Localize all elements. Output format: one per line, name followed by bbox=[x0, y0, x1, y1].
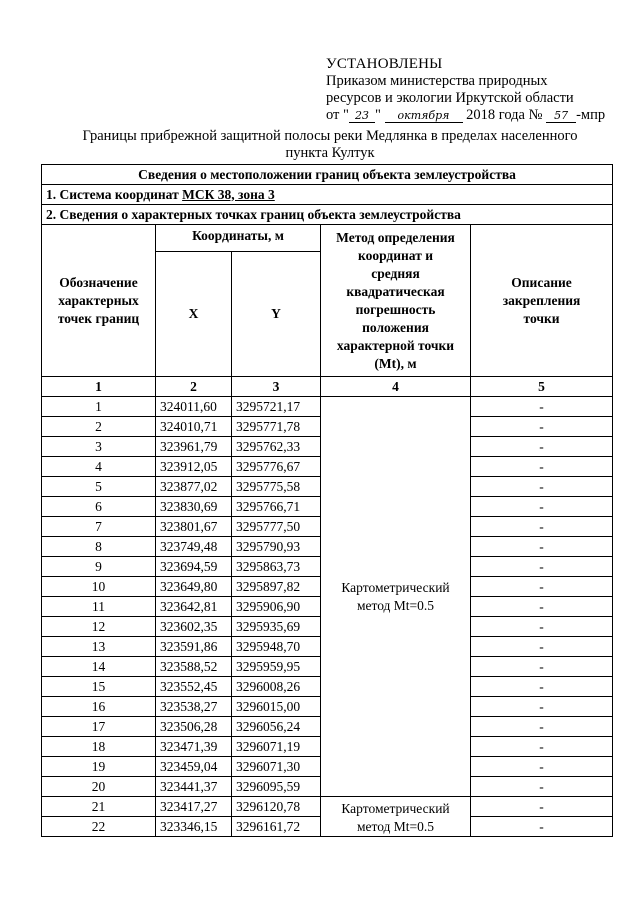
header-x: X bbox=[156, 252, 232, 377]
date-day: 23 bbox=[354, 109, 369, 122]
point-number: 18 bbox=[42, 737, 156, 757]
fixing-description: - bbox=[471, 797, 613, 817]
header-description-l3: точки bbox=[523, 310, 560, 326]
fixing-description: - bbox=[471, 537, 613, 557]
coord-y: 3296161,72 bbox=[232, 817, 321, 837]
coord-x: 324010,71 bbox=[156, 417, 232, 437]
header-description-l2: закрепления bbox=[502, 292, 581, 308]
coord-y: 3295721,17 bbox=[232, 397, 321, 417]
fixing-description: - bbox=[471, 397, 613, 417]
document-title bbox=[40, 128, 620, 162]
header-method-l8: (Mt), м bbox=[374, 356, 417, 371]
header-point-designation-l1: Обозначение bbox=[59, 274, 138, 290]
date-year: 2018 года № bbox=[466, 107, 543, 123]
fixing-description: - bbox=[471, 697, 613, 717]
fixing-description: - bbox=[471, 557, 613, 577]
header-method-l4: квадратическая bbox=[346, 284, 445, 299]
point-number: 4 bbox=[42, 457, 156, 477]
header-description-l1: Описание bbox=[511, 274, 572, 290]
coord-y: 3296071,30 bbox=[232, 757, 321, 777]
point-number: 13 bbox=[42, 637, 156, 657]
boundary-points-table bbox=[41, 164, 613, 837]
fixing-description: - bbox=[471, 657, 613, 677]
coord-x: 323877,02 bbox=[156, 477, 232, 497]
fixing-description: - bbox=[471, 477, 613, 497]
method-text-l2: метод Mt=0.5 bbox=[356, 597, 435, 613]
coord-x: 323417,27 bbox=[156, 797, 232, 817]
coord-y: 3295959,95 bbox=[232, 657, 321, 677]
point-number: 1 bbox=[42, 397, 156, 417]
coord-y: 3295863,73 bbox=[232, 557, 321, 577]
point-number: 12 bbox=[42, 617, 156, 637]
point-number: 3 bbox=[42, 437, 156, 457]
fixing-description: - bbox=[471, 437, 613, 457]
point-number: 16 bbox=[42, 697, 156, 717]
approval-line-1: Приказом министерства природных bbox=[326, 73, 548, 89]
approval-block bbox=[326, 56, 626, 124]
coord-y: 3295897,82 bbox=[232, 577, 321, 597]
coord-y: 3295771,78 bbox=[232, 417, 321, 437]
points-section-title: 2. Сведения о характерных точках границ объекта землеустройства bbox=[42, 205, 613, 225]
coord-y: 3295775,58 bbox=[232, 477, 321, 497]
coord-x: 323694,59 bbox=[156, 557, 232, 577]
header-method-l6: положения bbox=[362, 320, 429, 335]
col-number-5: 5 bbox=[471, 377, 613, 397]
order-number-blank bbox=[546, 107, 576, 123]
col-number-2: 2 bbox=[156, 377, 232, 397]
coord-x: 323801,67 bbox=[156, 517, 232, 537]
fixing-description: - bbox=[471, 577, 613, 597]
date-mid: " bbox=[374, 107, 381, 123]
header-method bbox=[321, 225, 471, 377]
coord-y: 3295906,90 bbox=[232, 597, 321, 617]
coord-x: 323471,39 bbox=[156, 737, 232, 757]
coord-x: 324011,60 bbox=[156, 397, 232, 417]
coord-x: 323588,52 bbox=[156, 657, 232, 677]
method-cell-1 bbox=[321, 397, 471, 797]
col-number-3: 3 bbox=[232, 377, 321, 397]
approval-line-2: ресурсов и экологии Иркутской области bbox=[326, 90, 574, 106]
point-number: 15 bbox=[42, 677, 156, 697]
header-point-designation bbox=[42, 225, 156, 377]
coord-y: 3295762,33 bbox=[232, 437, 321, 457]
coord-y: 3295766,71 bbox=[232, 497, 321, 517]
col-number-4: 4 bbox=[321, 377, 471, 397]
coord-y: 3295776,67 bbox=[232, 457, 321, 477]
header-y: Y bbox=[232, 252, 321, 377]
point-number: 22 bbox=[42, 817, 156, 837]
coord-y: 3296056,24 bbox=[232, 717, 321, 737]
fixing-description: - bbox=[471, 597, 613, 617]
fixing-description: - bbox=[471, 777, 613, 797]
coord-x: 323591,86 bbox=[156, 637, 232, 657]
coord-x: 323506,28 bbox=[156, 717, 232, 737]
fixing-description: - bbox=[471, 497, 613, 517]
point-number: 21 bbox=[42, 797, 156, 817]
table-row bbox=[42, 397, 613, 417]
header-point-designation-l3: точек границ bbox=[57, 310, 140, 326]
section-title: Сведения о местоположении границ объекта землеустройства bbox=[42, 165, 613, 185]
coord-x: 323749,48 bbox=[156, 537, 232, 557]
fixing-description: - bbox=[471, 757, 613, 777]
point-number: 6 bbox=[42, 497, 156, 517]
fixing-description: - bbox=[471, 517, 613, 537]
coord-y: 3295935,69 bbox=[232, 617, 321, 637]
coord-x: 323552,45 bbox=[156, 677, 232, 697]
point-number: 7 bbox=[42, 517, 156, 537]
fixing-description: - bbox=[471, 817, 613, 837]
header-method-l2: координат и bbox=[357, 248, 433, 263]
date-month: октября bbox=[397, 109, 450, 122]
fixing-description: - bbox=[471, 617, 613, 637]
coord-y: 3296008,26 bbox=[232, 677, 321, 697]
coord-system-value: МСК 38, зона 3 bbox=[182, 186, 275, 202]
order-suffix: -мпр bbox=[576, 107, 606, 123]
fixing-description: - bbox=[471, 457, 613, 477]
coord-x: 323912,05 bbox=[156, 457, 232, 477]
coord-x: 323538,27 bbox=[156, 697, 232, 717]
coord-y: 3295948,70 bbox=[232, 637, 321, 657]
coord-y: 3295777,50 bbox=[232, 517, 321, 537]
fixing-description: - bbox=[471, 717, 613, 737]
header-point-designation-l2: характерных bbox=[58, 292, 139, 308]
order-number: 57 bbox=[554, 109, 569, 122]
method-text-l1: Картометрический bbox=[341, 579, 450, 595]
header-coordinates: Координаты, м bbox=[156, 225, 321, 252]
fixing-description: - bbox=[471, 737, 613, 757]
point-number: 10 bbox=[42, 577, 156, 597]
coord-x: 323602,35 bbox=[156, 617, 232, 637]
title-line-1: Границы прибрежной защитной полосы реки Медлянка в пределах населенного bbox=[82, 128, 578, 144]
coord-system-row bbox=[42, 185, 613, 205]
coord-x: 323441,37 bbox=[156, 777, 232, 797]
approval-heading: УСТАНОВЛЕНЫ bbox=[326, 56, 443, 72]
method-text-l1: Картометрический bbox=[341, 801, 450, 816]
point-number: 14 bbox=[42, 657, 156, 677]
point-number: 20 bbox=[42, 777, 156, 797]
point-number: 17 bbox=[42, 717, 156, 737]
coord-y: 3295790,93 bbox=[232, 537, 321, 557]
coord-system-label: 1. Система координат bbox=[46, 186, 179, 202]
col-number-1: 1 bbox=[42, 377, 156, 397]
date-day-blank bbox=[349, 107, 375, 123]
point-number: 5 bbox=[42, 477, 156, 497]
coord-x: 323642,81 bbox=[156, 597, 232, 617]
coord-y: 3296015,00 bbox=[232, 697, 321, 717]
method-text-l2: метод Mt=0.5 bbox=[356, 819, 435, 834]
coord-x: 323830,69 bbox=[156, 497, 232, 517]
fixing-description: - bbox=[471, 637, 613, 657]
fixing-description: - bbox=[471, 677, 613, 697]
point-number: 2 bbox=[42, 417, 156, 437]
fixing-description: - bbox=[471, 417, 613, 437]
table-row bbox=[42, 797, 613, 817]
header-description bbox=[471, 225, 613, 377]
approval-date-line bbox=[326, 107, 626, 124]
point-number: 19 bbox=[42, 757, 156, 777]
coord-y: 3296071,19 bbox=[232, 737, 321, 757]
point-number: 8 bbox=[42, 537, 156, 557]
header-method-l1: Метод определения bbox=[336, 230, 455, 245]
point-number: 11 bbox=[42, 597, 156, 617]
header-method-l7: характерной точки bbox=[336, 338, 455, 353]
coord-x: 323346,15 bbox=[156, 817, 232, 837]
coord-y: 3296120,78 bbox=[232, 797, 321, 817]
point-number: 9 bbox=[42, 557, 156, 577]
method-cell-2 bbox=[321, 797, 471, 837]
date-month-blank bbox=[385, 107, 463, 123]
coord-x: 323459,04 bbox=[156, 757, 232, 777]
title-line-2: пункта Култук bbox=[285, 145, 375, 161]
header-method-l3: средняя bbox=[371, 266, 420, 281]
coord-y: 3296095,59 bbox=[232, 777, 321, 797]
header-method-l5: погрешность bbox=[355, 302, 436, 317]
coord-x: 323649,80 bbox=[156, 577, 232, 597]
date-prefix: от " bbox=[326, 107, 349, 123]
coord-x: 323961,79 bbox=[156, 437, 232, 457]
